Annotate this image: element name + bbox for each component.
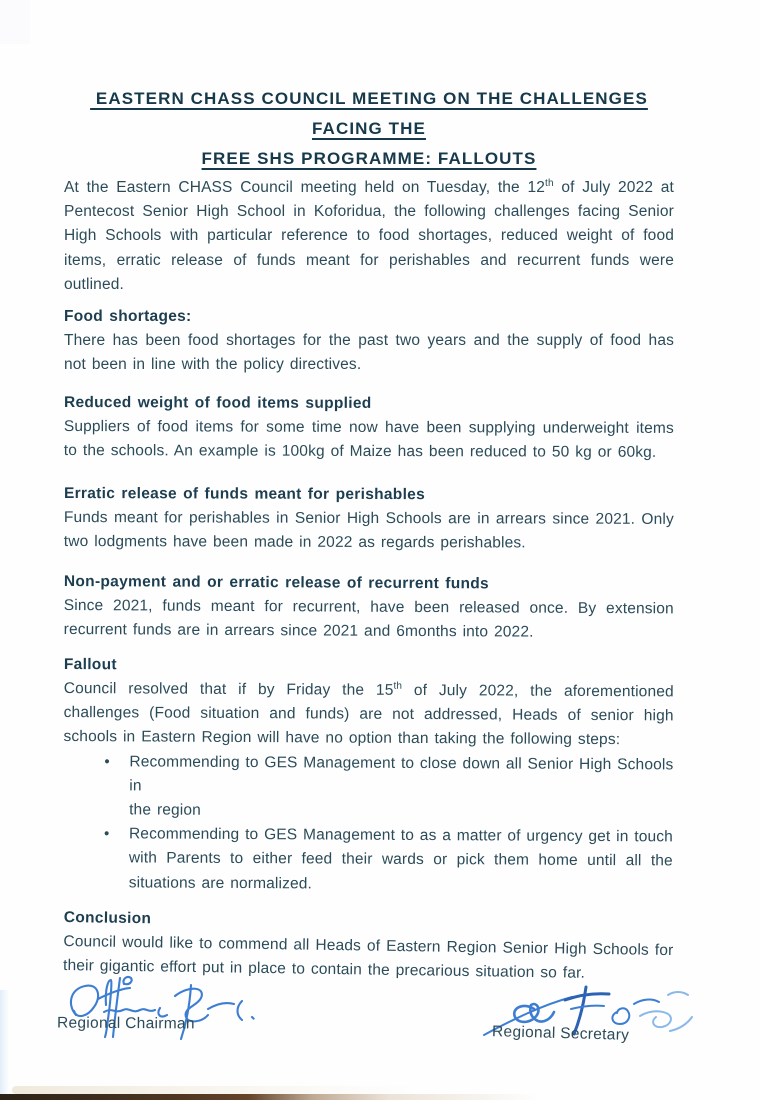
section-body	[64, 415, 674, 465]
chairman-signature-label: Regional Chairman	[56, 1014, 195, 1033]
section-body	[63, 677, 673, 753]
signature-row	[56, 981, 674, 1073]
text-line: Funds meant for perishables in Senior High Schools are in arrears since 2021. Only	[63, 508, 674, 528]
document-content	[56, 84, 674, 1073]
text-line: two lodgments have been made in 2022 as regards perishables.	[63, 533, 526, 552]
section-heading: Reduced weight of food items supplied	[63, 394, 372, 413]
text-line: At the Eastern CHASS Council meeting held on Tuesday, the 12th of July 2022 at	[64, 177, 674, 196]
text-line: Suppliers of food items for some time now have been supplying underweight items	[63, 418, 674, 438]
scan-artifact-top-left	[0, 0, 30, 44]
document-title	[64, 84, 674, 174]
section-body	[64, 506, 674, 556]
text-line: Since 2021, funds meant for recurrent, have been released once. By extension	[63, 597, 674, 618]
section-heading: Conclusion	[63, 909, 152, 928]
text-line: schools in Eastern Region will have no option than taking the following steps:	[63, 728, 621, 749]
section-reduced-weight	[64, 391, 674, 465]
section-food-shortages	[64, 305, 674, 377]
text-line: Council would like to commend all Heads of Eastern Region Senior High Schools for	[63, 933, 674, 960]
text-line: with Parents to either feed their wards or pick them home until all the	[128, 849, 673, 870]
text-line: not been in line with the policy directives.	[64, 356, 362, 374]
section-body	[64, 594, 674, 646]
text-line: • Recommending to GES Management to close down all Senior High Schools in	[129, 752, 674, 794]
section-fallout	[63, 653, 674, 898]
section-non-payment	[64, 570, 674, 646]
text-line: There has been food shortages for the past two years and the supply of food has	[64, 332, 674, 350]
fallout-bullet-list	[63, 749, 674, 898]
document-title-line2: FREE SHS PROGRAMME: FALLOUTS	[201, 149, 537, 168]
intro-paragraph	[64, 176, 674, 297]
text-line: situations are normalized.	[128, 873, 313, 892]
bullet-item-contact-parents	[129, 822, 673, 898]
text-line: Council resolved that if by Friday the 15th of July 2022, the aforementioned	[63, 679, 674, 701]
scan-artifact-smudge	[12, 1086, 422, 1094]
scan-artifact-bottom-strip	[0, 1094, 540, 1100]
section-heading: Food shortages:	[64, 308, 192, 326]
bullet-text	[129, 750, 673, 826]
text-line: Pentecost Senior High School in Koforidua, the following challenges facing Senior	[64, 203, 674, 221]
text-line: High Schools with particular reference to food shortages, reduced weight of food	[64, 227, 674, 245]
text-line: the region	[129, 801, 202, 819]
section-heading: Non-payment and or erratic release of recurrent funds	[63, 573, 490, 593]
secretary-signature-label: Regional Secretary	[491, 1022, 630, 1044]
bullet-text	[129, 822, 673, 898]
section-heading: Erratic release of funds meant for perishables	[63, 484, 426, 503]
chairman-signature	[60, 971, 275, 1049]
text-line: • Recommending to GES Management to as a matter of urgency get in touch	[128, 825, 674, 846]
section-body	[64, 329, 674, 377]
text-line: items, erratic release of funds meant for perishables and recurrent funds were	[64, 251, 674, 269]
scan-artifact-left-edge	[0, 990, 9, 1100]
section-heading: Fallout	[63, 655, 117, 673]
document-title-line1: EASTERN CHASS COUNCIL MEETING ON THE CHALLENGES FACING THE	[90, 89, 648, 138]
text-line: challenges (Food situation and funds) are not addressed, Heads of senior high	[63, 703, 674, 725]
text-line: their gigantic effort put in place to contain the precarious situation so far.	[62, 957, 586, 983]
bullet-item-close-schools	[129, 750, 673, 826]
section-erratic-release	[64, 482, 674, 556]
text-line: recurrent funds are in arrears since 2021 and 6months into 2022.	[63, 621, 534, 642]
text-line: to the schools. An example is 100kg of Maize has been reduced to 50 kg or 60kg.	[63, 442, 657, 462]
text-line: outlined.	[64, 275, 124, 293]
